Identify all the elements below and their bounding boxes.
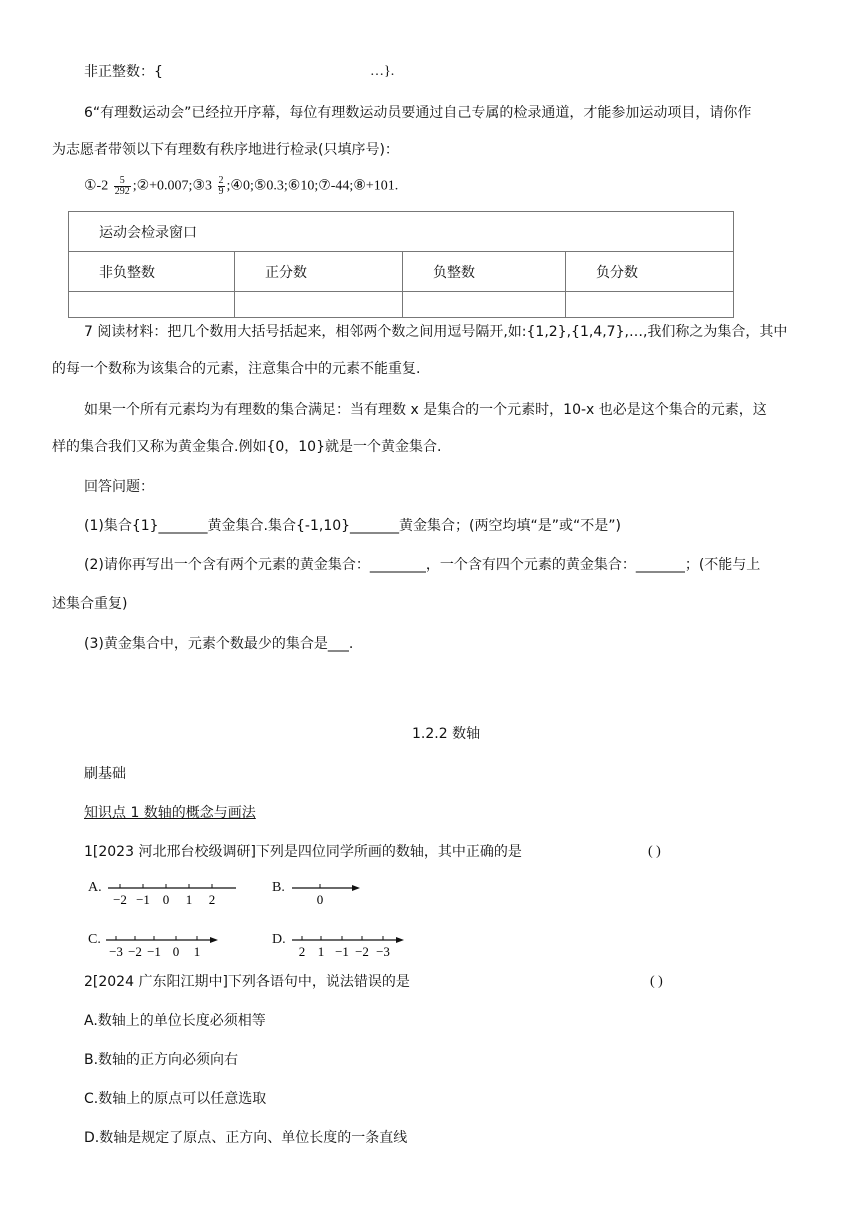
tick-label: −1 xyxy=(335,944,349,959)
q2-option-a[interactable]: A.数轴上的单位长度必须相等 xyxy=(84,1013,266,1029)
number-line-a xyxy=(106,876,266,912)
fraction-5-over-292 xyxy=(114,176,131,197)
q6-items-part3: ;④0;⑤0.3;⑥10;⑦-44;⑧+101. xyxy=(226,178,399,194)
section-title: 1.2.2 数轴 xyxy=(412,726,481,742)
q5-label: 非正整数：{ xyxy=(84,64,163,80)
q2-stem: 2[2024 广东阳江期中]下列各语句中，说法错误的是 xyxy=(84,974,410,990)
q2-option-b[interactable]: B.数轴的正方向必须向右 xyxy=(84,1052,239,1068)
q7-line-4: 样的集合我们又称为黄金集合.例如{0，10}就是一个黄金集合. xyxy=(52,439,442,455)
arrow-head xyxy=(396,937,404,943)
tick-label: 1 xyxy=(193,944,201,959)
answer-cell-positive-fractions[interactable] xyxy=(235,292,403,318)
tick-label: 2 xyxy=(298,944,306,959)
table-title-row xyxy=(69,212,734,252)
fraction-numerator: 5 xyxy=(114,176,131,187)
number-line-d xyxy=(290,928,450,964)
answer-cell-nonnegative-integers[interactable] xyxy=(69,292,235,318)
knowledge-point-heading: 知识点 1 数轴的概念与画法 xyxy=(84,805,256,821)
q6-items-part2: ;②+0.007;③3 xyxy=(132,178,212,194)
q7-answer-prompt: 回答问题： xyxy=(84,479,154,495)
tick-label: 2 xyxy=(208,892,216,907)
header-negative-fractions: 负分数 xyxy=(566,252,734,292)
q7-line-2: 的每一个数称为该集合的元素，注意集合中的元素不能重复. xyxy=(52,361,421,377)
q7-line-3: 如果一个所有元素均为有理数的集合满足：当有理数 x 是集合的一个元素时，10-x 也必是这个集合的元素，这 xyxy=(84,402,767,418)
q7-subquestion-3: (3)黄金集合中，元素个数最少的集合是___. xyxy=(84,636,354,652)
header-negative-integers: 负整数 xyxy=(403,252,566,292)
table-answer-row xyxy=(69,292,734,318)
q7-subquestion-2a: (2)请你再写出一个含有两个元素的黄金集合：________，一个含有四个元素的黄金集合：_______；(不能与上 xyxy=(84,557,761,573)
table-header-row xyxy=(69,252,734,292)
q7-subquestion-1: (1)集合{1}_______黄金集合.集合{-1,10}_______黄金集合；(两空均填“是”或“不是”) xyxy=(84,518,621,534)
header-positive-fractions: 正分数 xyxy=(235,252,403,292)
tick-label: −2 xyxy=(128,944,142,959)
fraction-numerator: 2 xyxy=(218,175,224,186)
q1-answer-parentheses[interactable]: ( ) xyxy=(648,844,661,859)
tick-label: −1 xyxy=(136,892,150,907)
q6-line-1: 6“有理数运动会”已经拉开序幕，每位有理数运动员要通过自己专属的检录通道，才能参加运动项目，请你作 xyxy=(84,105,752,121)
level-label: 刷基础 xyxy=(84,766,126,782)
tick-label: −2 xyxy=(355,944,369,959)
answer-cell-negative-integers[interactable] xyxy=(403,292,566,318)
option-a-label: A. xyxy=(88,880,102,895)
checkin-table xyxy=(68,211,734,318)
q1-stem: 1[2023 河北邢台校级调研]下列是四位同学所画的数轴，其中正确的是 xyxy=(84,844,522,860)
option-b-label: B. xyxy=(272,880,285,895)
tick-label: 0 xyxy=(172,944,180,959)
table-title: 运动会检录窗口 xyxy=(69,212,734,252)
q6-number-list xyxy=(84,176,398,197)
option-d-label: D. xyxy=(272,932,286,947)
option-c-label: C. xyxy=(88,932,101,947)
arrow-head xyxy=(352,885,360,891)
q5-ellipsis: …}. xyxy=(370,64,395,79)
tick-label: 0 xyxy=(162,892,170,907)
arrow-head xyxy=(210,937,218,943)
tick-label: −2 xyxy=(113,892,127,907)
number-line-c xyxy=(104,928,264,964)
tick-label: −3 xyxy=(376,944,390,959)
q2-option-c[interactable]: C.数轴上的原点可以任意选取 xyxy=(84,1091,267,1107)
tick-label: 0 xyxy=(316,892,324,907)
fraction-denominator: 9 xyxy=(218,186,224,197)
header-nonnegative-integers: 非负整数 xyxy=(69,252,235,292)
tick-label: 1 xyxy=(185,892,193,907)
tick-label: −3 xyxy=(109,944,123,959)
fraction-2-over-9 xyxy=(218,176,225,197)
q2-answer-parentheses[interactable]: ( ) xyxy=(650,974,663,989)
answer-cell-negative-fractions[interactable] xyxy=(566,292,734,318)
number-line-b xyxy=(290,876,390,912)
q7-line-1: 7 阅读材料：把几个数用大括号括起来，相邻两个数之间用逗号隔开,如:{1,2},{1,4,7},…,我们称之为集合，其中 xyxy=(84,324,788,340)
q2-option-d[interactable]: D.数轴是规定了原点、正方向、单位长度的一条直线 xyxy=(84,1130,408,1146)
tick-label: −1 xyxy=(147,944,161,959)
tick-label: 1 xyxy=(317,944,325,959)
q6-items-part1: ①-2 xyxy=(84,178,109,194)
fraction-denominator: 292 xyxy=(114,186,130,197)
q7-subquestion-2b: 述集合重复) xyxy=(52,596,128,612)
q5-nonpositive-integers-line xyxy=(84,62,395,82)
q6-line-2: 为志愿者带领以下有理数有秩序地进行检录(只填序号)： xyxy=(52,142,399,158)
